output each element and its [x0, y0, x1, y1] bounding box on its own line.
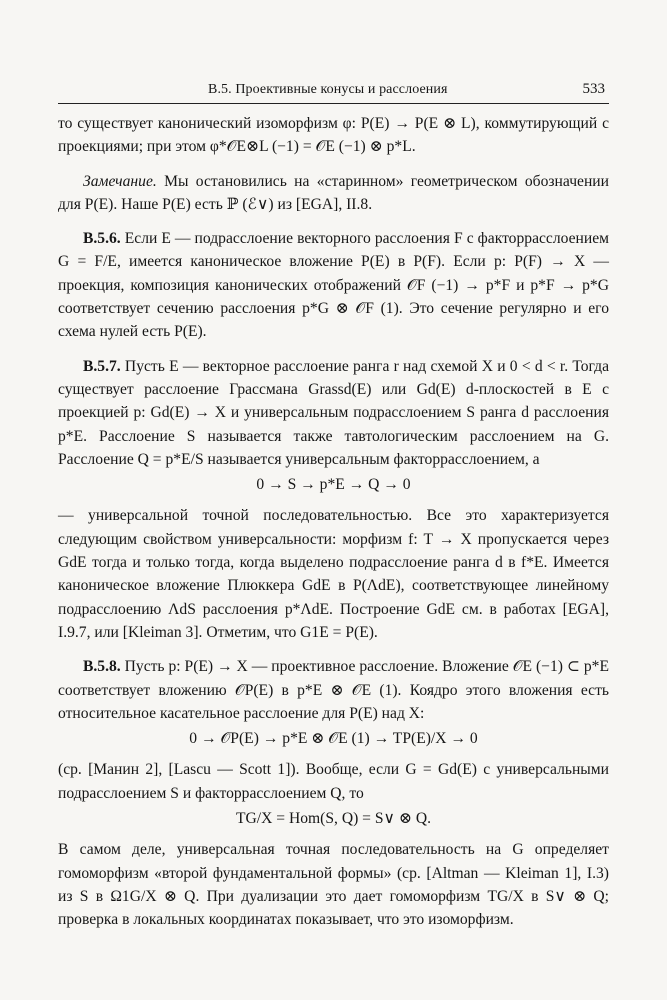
page-body [58, 112, 609, 943]
paragraph-remark [58, 170, 609, 217]
running-title: В.5. Проективные конусы и расслоения [208, 82, 448, 97]
paragraph-universal-sequence [58, 504, 609, 644]
section-number: В.5.6. [83, 230, 121, 248]
paragraph-references [58, 758, 609, 805]
paragraph-b-5-6 [58, 227, 609, 343]
formula-tangent-bundle: TG/X = Hom(S, Q) = S∨ ⊗ Q. [236, 810, 431, 828]
paragraph-text: Если E — подрасслоение векторного расслоения F с факторрасслоением G = F/E, имеется каноническое вложение P(E) в P(F). Если p: P(F) → X — проекция, композиция канонических отображений 𝒪F (−1) → p*F и p*F → p*G соответствует сечению расслоения p*G ⊗ 𝒪F (1). Это сечение регулярно и его схема нулей есть P(E). [58, 230, 609, 341]
paragraph-text: Мы остановились на «старинном» геометрическом обозначении для P(E). Наше P(E) есть ℙ (ℰ∨) из [EGA], II.8. [58, 172, 609, 213]
paragraph-text: то существует канонический изоморфизм φ: P(E) → P(E ⊗ L), коммутирующий с проекциями; при этом φ*𝒪E⊗L (−1) = 𝒪E (−1) ⊗ p*L. [58, 115, 609, 156]
paragraph-text: Пусть E — векторное расслоение ранга r над схемой X и 0 < d < r. Тогда существует расслоение Грассмана Grassd(E) или Gd(E) d-плоскостей в E с проекцией p: Gd(E) → X и универсальным подрасслоением S ранга d расслоения p*E. Расслоение S называется также тавтологическим расслоением на G. Расслоение Q = p*E/S называется универсальным факторрасслоением, а [58, 357, 609, 468]
formula-exact-sequence: 0 → S → p*E → Q → 0 [256, 476, 411, 494]
section-number: В.5.8. [83, 658, 121, 676]
paragraph-continuation [58, 112, 609, 159]
paragraph-final [58, 838, 609, 931]
page-number: 533 [582, 81, 605, 97]
paragraph-text: (ср. [Манин 2], [Lascu — Scott 1]). Вообще, если G = Gd(E) с универсальными подрасслоением S и факторрасслоением Q, то [58, 761, 609, 802]
paragraph-text: — универсальной точной последовательностью. Все это характеризуется следующим свойством универсальности: морфизм f: T → X пропускается через GdE тогда и только тогда, когда выделено подрасслоение ранга d в f*E. Имеется каноническое вложение Плюккера GdE в P(ΛdE), соответствующее линейному подрасслоению ΛdS расслоения p*ΛdE. Построение GdE см. в работах [EGA], I.9.7, или [Kleiman 3]. Отметим, что G1E = P(E). [58, 507, 609, 641]
formula-tangent-sequence: 0 → 𝒪P(E) → p*E ⊗ 𝒪E (1) → TP(E)/X → 0 [189, 730, 478, 748]
remark-label: Замечание. [83, 172, 157, 190]
section-number: В.5.7. [83, 357, 121, 375]
paragraph-b-5-7 [58, 355, 609, 471]
paragraph-b-5-8 [58, 655, 609, 725]
paragraph-text: Пусть p: P(E) → X — проективное расслоение. Вложение 𝒪E (−1) ⊂ p*E соответствует вложению 𝒪P(E) в p*E ⊗ 𝒪E (1). Коядро этого вложения есть относительное касательное расслоение для P(E) над X: [58, 658, 609, 722]
paragraph-text: В самом деле, универсальная точная последовательность на G определяет гомоморфизм «второй фундаментальной формы» (ср. [Altman — Kleiman 1], I.3) из S в Ω1G/X ⊗ Q. При дуализации это дает гомоморфизм TG/X в S∨ ⊗ Q; проверка в локальных координатах показывает, что это изоморфизм. [58, 841, 609, 929]
running-header [58, 79, 609, 104]
